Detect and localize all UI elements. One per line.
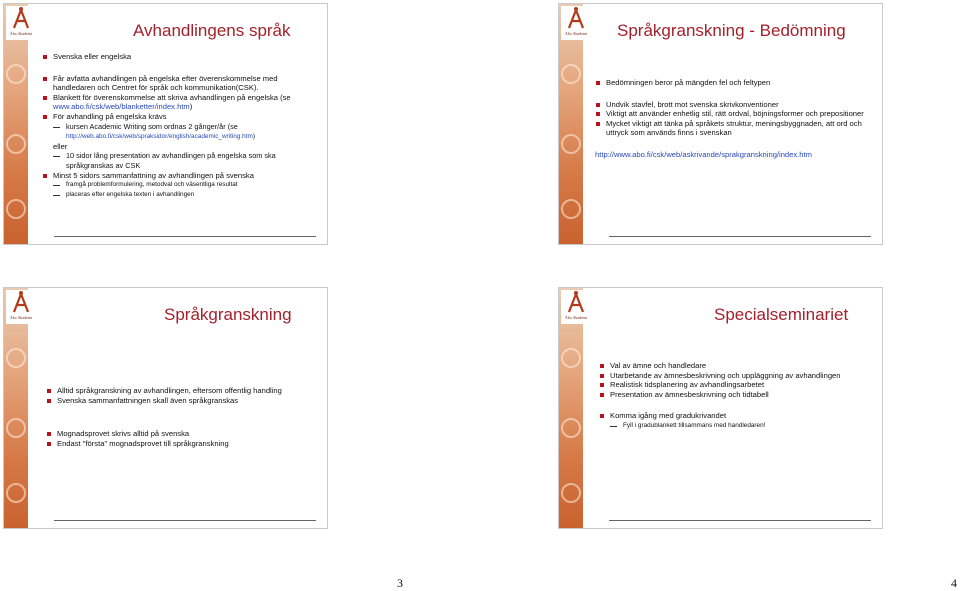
- seal-watermark-icon: [6, 134, 26, 154]
- text-eller: eller: [53, 141, 68, 151]
- sub-bullet-item: framgå problemformulering, metodval och väsentliga resultat: [42, 180, 321, 190]
- seal-watermark-icon: [6, 199, 26, 219]
- footer-rule: [54, 520, 316, 521]
- seal-watermark-icon: [561, 348, 581, 368]
- slide-title: Språkgranskning: [164, 305, 292, 324]
- link-sprakgranskning[interactable]: http://www.abo.fi/csk/web/askrivande/sprakgranskning/index.htm: [595, 149, 812, 159]
- slide-sprakgranskning-bedomning: [558, 3, 883, 245]
- decorative-stripe: [559, 4, 583, 244]
- decorative-stripe: [4, 288, 28, 528]
- abo-akademi-logo: Åbo Akademi: [561, 290, 589, 324]
- slide-title: Specialseminariet: [714, 305, 849, 324]
- bullet-item: Val av ämne och handledare: [599, 361, 876, 371]
- abo-akademi-logo: Åbo Akademi: [6, 6, 34, 40]
- seal-watermark-icon: [561, 134, 581, 154]
- sub-bullet-item: placeras efter engelska texten i avhandlingen: [42, 190, 321, 200]
- bullet-item: För avhandling på engelska krävs: [42, 112, 321, 122]
- bullet-item: Mognadsprovet skrivs alltid på svenska: [46, 429, 321, 439]
- slide-specialseminariet: [558, 287, 883, 529]
- decorative-stripe: [559, 288, 583, 528]
- bullet-item: Presentation av ämnesbeskrivning och tidtabell: [599, 390, 876, 400]
- abo-akademi-logo: Åbo Akademi: [561, 6, 589, 40]
- slide-title: Avhandlingens språk: [133, 21, 291, 40]
- bullet-item: Realistisk tidsplanering av avhandlingsarbetet: [599, 380, 876, 390]
- bullet-item: Svenska sammanfattningen skall även språkgranskas: [46, 396, 321, 406]
- bullet-item: Blankett för överenskommelse att skriva avhandlingen på engelska (se www.abo.fi/csk/web/blanketter/index.htm): [42, 93, 321, 112]
- decorative-stripe: [4, 4, 28, 244]
- seal-watermark-icon: [561, 64, 581, 84]
- slide-title: Språkgranskning - Bedömning: [617, 21, 846, 40]
- bullet-item: Komma igång med gradukrivandet: [599, 411, 876, 421]
- seal-watermark-icon: [561, 199, 581, 219]
- bullet-item: Får avfatta avhandlingen på engelska efter överenskommelse med handledaren och Centret för språk och kommunikation(CSK).: [42, 74, 321, 93]
- footer-rule: [54, 236, 316, 237]
- seal-watermark-icon: [6, 348, 26, 368]
- bullet-item: Utarbetande av ämnesbeskrivning och uppläggning av avhandlingen: [599, 371, 876, 381]
- link-blanketter[interactable]: www.abo.fi/csk/web/blanketter/index.htm: [53, 102, 190, 112]
- footer-rule: [609, 520, 871, 521]
- sub-bullet-item: Fyll i gradublankett tillsammans med handledaren!: [599, 421, 876, 431]
- abo-akademi-logo: Åbo Akademi: [6, 290, 34, 324]
- seal-watermark-icon: [6, 418, 26, 438]
- bullet-item: Minst 5 sidors sammanfattning av avhandlingen på svenska: [42, 171, 321, 181]
- sub-bullet-item: kursen Academic Writing som ordnas 2 gånger/år (se http://web.abo.fi/csk/web/spraksidor/english/academic_writing.htm): [42, 122, 321, 142]
- bullet-item: Undvik stavfel, brott mot svenska skrivkonventioner: [595, 100, 876, 110]
- seal-watermark-icon: [6, 483, 26, 503]
- seal-watermark-icon: [6, 64, 26, 84]
- bullet-item: Alltid språkgranskning av avhandlingen, eftersom offentlig handling: [46, 386, 321, 396]
- bullet-item: Mycket viktigt att tänka på språkets struktur, meningsbyggnaden, att ord och uttryck som används finns i svenskan: [595, 119, 876, 138]
- page-number-right: 4: [951, 576, 957, 590]
- seal-watermark-icon: [561, 483, 581, 503]
- bullet-item: Svenska eller engelska: [42, 52, 321, 62]
- slide-sprakgranskning: [3, 287, 328, 529]
- bullet-item: Endast "första" mognadsprovet till språkgranskning: [46, 439, 321, 449]
- bullet-item: Viktigt att använder enhetlig stil, rätt ordval, böjningsformer och prepositioner: [595, 109, 876, 119]
- slide-avhandlingens-sprak: [3, 3, 328, 245]
- page-number-left: 3: [397, 576, 403, 590]
- footer-rule: [609, 236, 871, 237]
- bullet-item: Bedömningen beror på mängden fel och feltypen: [595, 78, 876, 88]
- seal-watermark-icon: [561, 418, 581, 438]
- link-academic-writing[interactable]: http://web.abo.fi/csk/web/spraksidor/english/academic_writing.htm: [66, 133, 253, 141]
- sub-bullet-item: 10 sidor lång presentation av avhandlingen på engelska som ska språkgranskas av CSK: [42, 151, 321, 170]
